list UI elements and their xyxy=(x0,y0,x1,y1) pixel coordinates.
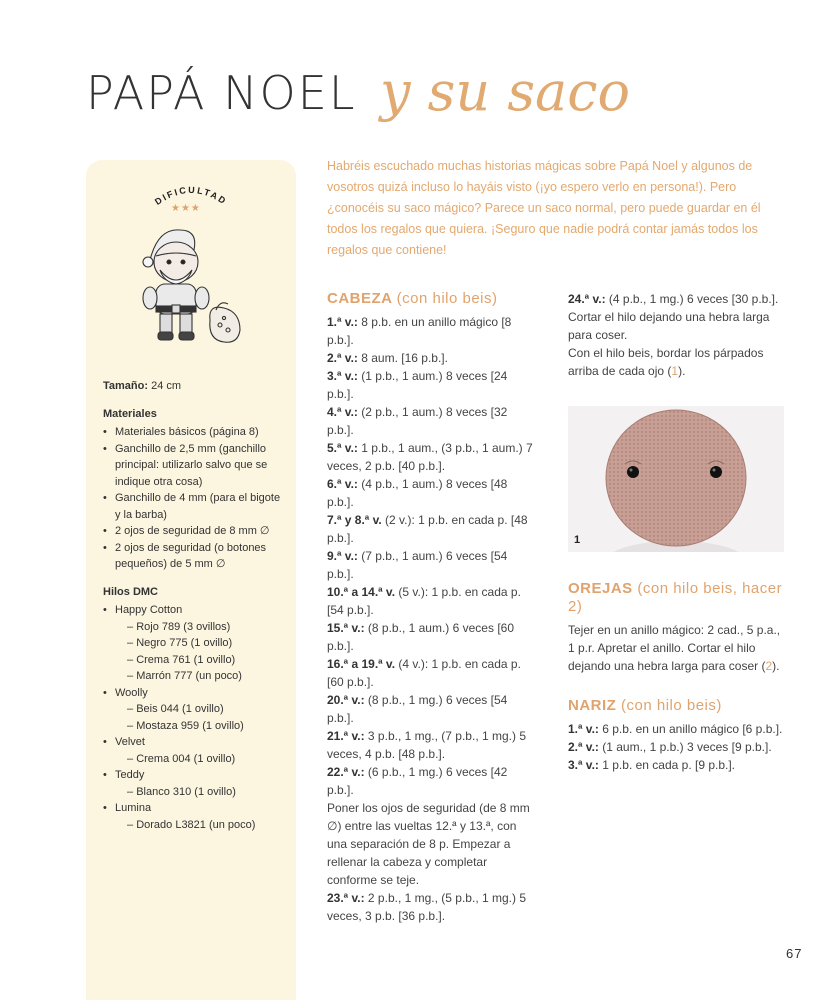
round-row: 9.ª v.: (7 p.b., 1 aum.) 6 veces [54 p.b.]. xyxy=(327,549,508,581)
round-row: 16.ª a 19.ª v. (4 v.): 1 p.b. en cada p. [60 p.b.]. xyxy=(327,657,521,689)
round-row: 23.ª v.: 2 p.b., 1 mg., (5 p.b., 1 mg.) 5 veces, 3 p.b. [36 p.b.]. xyxy=(327,891,526,923)
materials-list xyxy=(103,424,288,573)
instruction-note: Cortar el hilo dejando una hebra larga para coser. xyxy=(568,310,770,342)
yarn-color: – Beis 044 (1 ovillo) xyxy=(127,701,288,718)
round-row: 3.ª v.: 1 p.b. en cada p. [9 p.b.]. xyxy=(568,758,736,772)
round-row: 7.ª y 8.ª v. (2 v.): 1 p.b. en cada p. [48 p.b.]. xyxy=(327,513,528,545)
round-row: 22.ª v.: (6 p.b., 1 mg.) 6 veces [42 p.b.]. xyxy=(327,765,508,797)
yarn-color: – Rojo 789 (3 ovillos) xyxy=(127,619,288,636)
yarn-item xyxy=(103,800,288,833)
yarn-item xyxy=(103,734,288,767)
yarn-color: – Crema 761 (1 ovillo) xyxy=(127,652,288,669)
round-row: 10.ª a 14.ª v. (5 v.): 1 p.b. en cada p. [54 p.b.]. xyxy=(327,585,521,617)
intro-paragraph: Habréis escuchado muchas historias mágicas sobre Papá Noel y algunos de vosotros quizá incluso lo hayáis visto (¡yo espero verlo en persona!). Pero ¿conocéis su saco mágico? Parece un saco normal, pero puede guardar en él todos los regalos que quiera. ¡Seguro que nadie podrá contar jamás todos los regalos que contiene! xyxy=(327,159,761,257)
round-row: 20.ª v.: (8 p.b., 1 mg.) 6 veces [54 p.b.]. xyxy=(327,693,508,725)
yarn-color: – Dorado L3821 (un poco) xyxy=(127,817,288,834)
round-row: 15.ª v.: (8 p.b., 1 aum.) 6 veces [60 p.b.]. xyxy=(327,621,514,653)
difficulty-stars: ★★★ xyxy=(171,203,201,214)
yarn-name: Woolly xyxy=(115,686,148,699)
photo-number: 1 xyxy=(574,533,581,546)
yarn-color: – Mostaza 959 (1 ovillo) xyxy=(127,718,288,735)
round-row: 5.ª v.: 1 p.b., 1 aum., (3 p.b., 1 aum.) 7 veces, 2 p.b. [40 p.b.]. xyxy=(327,441,533,473)
round-row: 1.ª v.: 8 p.b. en un anillo mágico [8 p.b.]. xyxy=(327,315,512,347)
round-row: 21.ª v.: 3 p.b., 1 mg., (7 p.b., 1 mg.) 5 veces, 4 p.b. [48 p.b.]. xyxy=(327,729,526,761)
list-item: • Materiales básicos (página 8) xyxy=(103,424,288,441)
section-heading: NARIZ (con hilo beis) xyxy=(568,697,722,714)
yarns-list xyxy=(103,602,288,833)
instruction-note: Poner los ojos de seguridad (de 8 mm ∅) entre las vueltas 12.ª y 13.ª, con una separación de 8 p. Empezar a rellenar la cabeza y completar conforme se teje. xyxy=(327,801,530,887)
page-title-script: y su saco xyxy=(380,60,630,123)
round-row: 24.ª v.: (4 p.b., 1 mg.) 6 veces [30 p.b.]. xyxy=(568,292,779,306)
yarn-item xyxy=(103,767,288,800)
size-value: 24 cm xyxy=(151,380,182,392)
round-row: 2.ª v.: 8 aum. [16 p.b.]. xyxy=(327,351,448,365)
round-row: 1.ª v.: 6 p.b. en un anillo mágico [6 p.b.]. xyxy=(568,722,783,736)
instruction-note: Con el hilo beis, bordar los párpados arriba de cada ojo (1). xyxy=(568,346,764,378)
instruction-note: Tejer en un anillo mágico: 2 cad., 5 p.a., 1 p.r. Apretar el anillo. Cortar el hilo dejando una hebra larga para coser (2). xyxy=(568,623,781,673)
page-number: 67 xyxy=(786,946,803,961)
list-item: • Ganchillo de 4 mm (para el bigote y la barba) xyxy=(103,490,288,523)
list-item: • 2 ojos de seguridad (o botones pequeños) de 5 mm ∅ xyxy=(103,540,288,573)
sidebar xyxy=(86,160,296,1000)
section-heading: CABEZA (con hilo beis) xyxy=(327,290,498,307)
yarn-color: – Blanco 310 (1 ovillo) xyxy=(127,784,288,801)
round-row: 2.ª v.: (1 aum., 1 p.b.) 3 veces [9 p.b.]. xyxy=(568,740,772,754)
crochet-head-image xyxy=(568,406,784,552)
yarn-name: Happy Cotton xyxy=(115,604,183,616)
right-column xyxy=(568,290,788,774)
page-title: PAPÁ NOEL xyxy=(86,66,357,120)
difficulty-label: DIFICULTAD xyxy=(153,184,229,207)
yarn-item xyxy=(103,602,288,685)
head-photo xyxy=(568,406,784,552)
section-heading: OREJAS (con hilo beis, hacer 2) xyxy=(568,580,783,615)
list-item: • 2 ojos de seguridad de 8 mm ∅ xyxy=(103,523,288,540)
yarn-color: – Crema 004 (1 ovillo) xyxy=(127,751,288,768)
round-row: 4.ª v.: (2 p.b., 1 aum.) 8 veces [32 p.b.]. xyxy=(327,405,508,437)
yarn-name: Lumina xyxy=(115,802,152,814)
yarn-item xyxy=(103,685,288,735)
yarn-name: Teddy xyxy=(115,769,145,781)
yarn-color: – Marrón 777 (un poco) xyxy=(127,668,288,685)
list-item: • Ganchillo de 2,5 mm (ganchillo principal: utilizarlo salvo que se indique otra cosa) xyxy=(103,441,288,491)
materials-heading: Materiales xyxy=(103,407,157,420)
yarn-color: – Negro 775 (1 ovillo) xyxy=(127,635,288,652)
santa-illustration xyxy=(128,220,253,355)
size-label: Tamaño: xyxy=(103,380,149,392)
round-row: 6.ª v.: (4 p.b., 1 aum.) 8 veces [48 p.b.]. xyxy=(327,477,508,509)
round-row: 3.ª v.: (1 p.b., 1 aum.) 8 veces [24 p.b.]. xyxy=(327,369,508,401)
cabeza-section xyxy=(327,290,537,925)
yarns-heading: Hilos DMC xyxy=(103,585,158,598)
yarn-name: Velvet xyxy=(115,736,145,748)
